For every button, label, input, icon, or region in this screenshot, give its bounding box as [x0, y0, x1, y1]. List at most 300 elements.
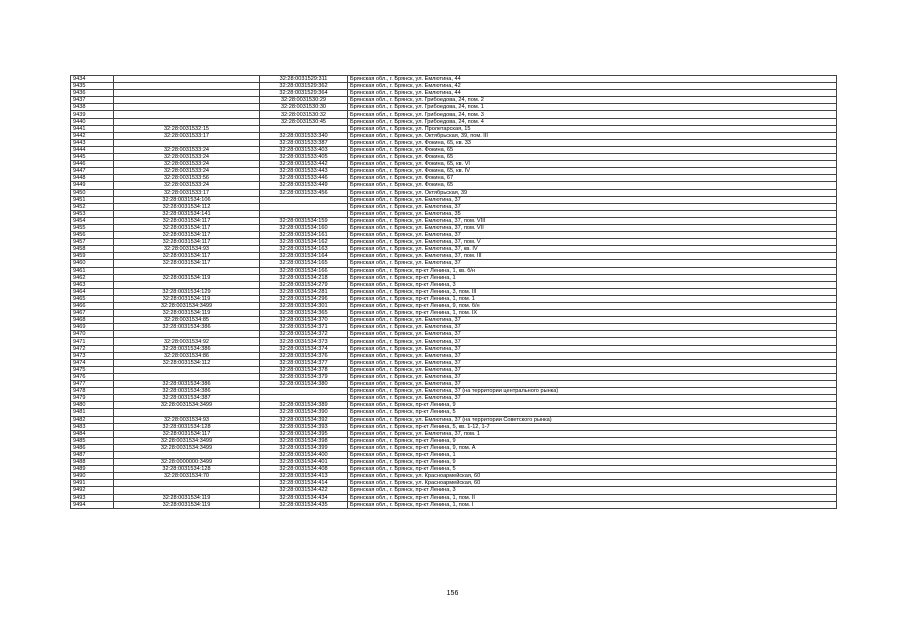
row-number-cell: 9437	[71, 97, 114, 104]
land-cadastral-number-cell: 32:28:0031534:129	[114, 288, 260, 295]
address-cell: Брянская обл., г. Брянск, ул. Октябрьская, 39	[348, 189, 837, 196]
land-cadastral-number-cell: 32:28:0031534:119	[114, 494, 260, 501]
row-number-cell: 9436	[71, 90, 114, 97]
land-cadastral-number-cell: 32:28:0031534:86	[114, 352, 260, 359]
table-row	[71, 331, 837, 338]
table-row	[71, 402, 837, 409]
table-row	[71, 317, 837, 324]
row-number-cell: 9458	[71, 246, 114, 253]
land-cadastral-number-cell: 32:28:0031532:15	[114, 125, 260, 132]
table-row	[71, 97, 837, 104]
address-cell: Брянская обл., г. Брянск, ул. Емлютина, 37, пом. VII	[348, 224, 837, 231]
land-cadastral-number-cell: 32:28:0031534:3499	[114, 303, 260, 310]
building-cadastral-number-cell	[260, 125, 348, 132]
address-cell: Брянская обл., г. Брянск, ул. Грибоедова, 24, пом. 4	[348, 118, 837, 125]
building-cadastral-number-cell: 32:28:0031533:403	[260, 146, 348, 153]
address-cell: Брянская обл., г. Брянск, пр-кт Ленина, 5	[348, 409, 837, 416]
address-cell: Брянская обл., г. Брянск, пр-кт Ленина, 1	[348, 274, 837, 281]
row-number-cell: 9464	[71, 288, 114, 295]
row-number-cell: 9438	[71, 104, 114, 111]
address-cell: Брянская обл., г. Брянск, ул. Емлютина, 37	[348, 324, 837, 331]
address-cell: Брянская обл., г. Брянск, ул. Емлютина, 37	[348, 196, 837, 203]
land-cadastral-number-cell: 32:28:0031534:387	[114, 395, 260, 402]
row-number-cell: 9445	[71, 154, 114, 161]
land-cadastral-number-cell: 32:28:0031534:119	[114, 295, 260, 302]
cadastral-table	[70, 75, 837, 509]
table-row	[71, 480, 837, 487]
address-cell: Брянская обл., г. Брянск, ул. Емлютина, 42	[348, 83, 837, 90]
address-cell: Брянская обл., г. Брянск, пр-кт Ленина, 1, пом. II	[348, 494, 837, 501]
building-cadastral-number-cell: 32:28:0031534:162	[260, 239, 348, 246]
land-cadastral-number-cell	[114, 480, 260, 487]
row-number-cell: 9453	[71, 210, 114, 217]
row-number-cell: 9457	[71, 239, 114, 246]
row-number-cell: 9494	[71, 501, 114, 508]
table-row	[71, 111, 837, 118]
table-row	[71, 161, 837, 168]
building-cadastral-number-cell: 32:28:0031534:400	[260, 451, 348, 458]
row-number-cell: 9444	[71, 146, 114, 153]
building-cadastral-number-cell	[260, 395, 348, 402]
address-cell: Брянская обл., г. Брянск, пр-кт Ленина, 1, кв. б/н	[348, 267, 837, 274]
table-row	[71, 232, 837, 239]
table-row	[71, 281, 837, 288]
land-cadastral-number-cell: 32:28:0031534:386	[114, 324, 260, 331]
building-cadastral-number-cell: 32:28:0031534:374	[260, 345, 348, 352]
row-number-cell: 9447	[71, 168, 114, 175]
row-number-cell: 9487	[71, 451, 114, 458]
land-cadastral-number-cell: 32:28:0031534:85	[114, 317, 260, 324]
address-cell: Брянская обл., г. Брянск, ул. Грибоедова, 24, пом. 3	[348, 111, 837, 118]
address-cell: Брянская обл., г. Брянск, ул. Емлютина, 37, пом. 1	[348, 430, 837, 437]
building-cadastral-number-cell: 32:28:0031534:166	[260, 267, 348, 274]
row-number-cell: 9454	[71, 217, 114, 224]
land-cadastral-number-cell	[114, 90, 260, 97]
address-cell: Брянская обл., г. Брянск, пр-кт Ленина, 9	[348, 402, 837, 409]
building-cadastral-number-cell: 32:28:0031534:395	[260, 430, 348, 437]
address-cell: Брянская обл., г. Брянск, ул. Емлютина, 37	[348, 232, 837, 239]
table-row	[71, 260, 837, 267]
land-cadastral-number-cell	[114, 366, 260, 373]
building-cadastral-number-cell: 32:28:0031529:362	[260, 83, 348, 90]
row-number-cell: 9469	[71, 324, 114, 331]
address-cell: Брянская обл., г. Брянск, ул. Емлютина, 37	[348, 366, 837, 373]
land-cadastral-number-cell	[114, 83, 260, 90]
row-number-cell: 9448	[71, 175, 114, 182]
row-number-cell: 9472	[71, 345, 114, 352]
land-cadastral-number-cell	[114, 111, 260, 118]
address-cell: Брянская обл., г. Брянск, пр-кт Ленина, 5, кв. 1-12, 1-7	[348, 423, 837, 430]
address-cell: Брянская обл., г. Брянск, ул. Фокина, 65, кв. VI	[348, 161, 837, 168]
land-cadastral-number-cell: 32:28:0031534:106	[114, 196, 260, 203]
address-cell: Брянская обл., г. Брянск, пр-кт Ленина, 3	[348, 487, 837, 494]
land-cadastral-number-cell	[114, 373, 260, 380]
row-number-cell: 9470	[71, 331, 114, 338]
address-cell: Брянская обл., г. Брянск, ул. Емлютина, 35	[348, 210, 837, 217]
land-cadastral-number-cell: 32:28:0031534:117	[114, 232, 260, 239]
building-cadastral-number-cell: 32:28:0031533:405	[260, 154, 348, 161]
address-cell: Брянская обл., г. Брянск, пр-кт Ленина, 3	[348, 281, 837, 288]
table-row	[71, 253, 837, 260]
land-cadastral-number-cell: 32:28:0031534:117	[114, 217, 260, 224]
building-cadastral-number-cell: 32:28:0031533:456	[260, 189, 348, 196]
table-row	[71, 83, 837, 90]
row-number-cell: 9446	[71, 161, 114, 168]
table-row	[71, 437, 837, 444]
land-cadastral-number-cell	[114, 97, 260, 104]
row-number-cell: 9439	[71, 111, 114, 118]
table-row	[71, 196, 837, 203]
address-cell: Брянская обл., г. Брянск, ул. Емлютина, 37, пом. V	[348, 239, 837, 246]
land-cadastral-number-cell: 32:28:0031534:119	[114, 274, 260, 281]
table-row	[71, 487, 837, 494]
land-cadastral-number-cell: 32:28:0031534:128	[114, 466, 260, 473]
land-cadastral-number-cell: 32:28:0031533:24	[114, 161, 260, 168]
row-number-cell: 9491	[71, 480, 114, 487]
building-cadastral-number-cell: 32:28:0031534:378	[260, 366, 348, 373]
land-cadastral-number-cell: 32:28:0031534:117	[114, 430, 260, 437]
land-cadastral-number-cell: 32:28:0031534:3499	[114, 444, 260, 451]
row-number-cell: 9476	[71, 373, 114, 380]
table-row	[71, 459, 837, 466]
land-cadastral-number-cell	[114, 118, 260, 125]
building-cadastral-number-cell: 32:28:0031534:365	[260, 310, 348, 317]
land-cadastral-number-cell: 32:28:0031533:24	[114, 154, 260, 161]
row-number-cell: 9486	[71, 444, 114, 451]
building-cadastral-number-cell: 32:28:0031530:29	[260, 97, 348, 104]
address-cell: Брянская обл., г. Брянск, ул. Красноармейская, 60	[348, 473, 837, 480]
table-row	[71, 132, 837, 139]
row-number-cell: 9452	[71, 203, 114, 210]
row-number-cell: 9481	[71, 409, 114, 416]
address-cell: Брянская обл., г. Брянск, ул. Емлютина, 37	[348, 352, 837, 359]
land-cadastral-number-cell: 32:28:0031533:17	[114, 189, 260, 196]
table-row	[71, 430, 837, 437]
table-row	[71, 501, 837, 508]
address-cell: Брянская обл., г. Брянск, пр-кт Ленина, 9, пом. А	[348, 444, 837, 451]
address-cell: Брянская обл., г. Брянск, ул. Емлютина, 37, кв. IV	[348, 246, 837, 253]
land-cadastral-number-cell: 32:28:0031533:24	[114, 182, 260, 189]
building-cadastral-number-cell: 32:28:0031533:442	[260, 161, 348, 168]
building-cadastral-number-cell: 32:28:0031534:296	[260, 295, 348, 302]
land-cadastral-number-cell: 32:28:0031534:117	[114, 253, 260, 260]
address-cell: Брянская обл., г. Брянск, пр-кт Ленина, 5	[348, 466, 837, 473]
row-number-cell: 9475	[71, 366, 114, 373]
building-cadastral-number-cell: 32:28:0031534:371	[260, 324, 348, 331]
building-cadastral-number-cell: 32:28:0031533:340	[260, 132, 348, 139]
table-row	[71, 451, 837, 458]
page-number: 156	[446, 590, 459, 597]
row-number-cell: 9468	[71, 317, 114, 324]
building-cadastral-number-cell: 32:28:0031534:435	[260, 501, 348, 508]
land-cadastral-number-cell	[114, 451, 260, 458]
building-cadastral-number-cell: 32:28:0031534:376	[260, 352, 348, 359]
address-cell: Брянская обл., г. Брянск, пр-кт Ленина, 3, пом. III	[348, 288, 837, 295]
address-cell: Брянская обл., г. Брянск, ул. Емлютина, 37	[348, 203, 837, 210]
row-number-cell: 9465	[71, 295, 114, 302]
address-cell: Брянская обл., г. Брянск, ул. Емлютина, 37	[348, 345, 837, 352]
building-cadastral-number-cell: 32:28:0031534:434	[260, 494, 348, 501]
row-number-cell: 9442	[71, 132, 114, 139]
land-cadastral-number-cell: 32:28:0031534:3499	[114, 437, 260, 444]
table-row	[71, 352, 837, 359]
row-number-cell: 9473	[71, 352, 114, 359]
row-number-cell: 9463	[71, 281, 114, 288]
land-cadastral-number-cell: 32:28:0031534:386	[114, 381, 260, 388]
address-cell: Брянская обл., г. Брянск, ул. Пролетарская, 15	[348, 125, 837, 132]
table-row	[71, 154, 837, 161]
land-cadastral-number-cell	[114, 76, 260, 83]
building-cadastral-number-cell: 32:28:0031534:401	[260, 459, 348, 466]
address-cell: Брянская обл., г. Брянск, ул. Емлютина, 37	[348, 317, 837, 324]
building-cadastral-number-cell: 32:28:0031534:413	[260, 473, 348, 480]
building-cadastral-number-cell	[260, 203, 348, 210]
table-row	[71, 395, 837, 402]
land-cadastral-number-cell: 32:28:0000000:3499	[114, 459, 260, 466]
table-row	[71, 125, 837, 132]
address-cell: Брянская обл., г. Брянск, ул. Фокина, 65, кв. IV	[348, 168, 837, 175]
address-cell: Брянская обл., г. Брянск, ул. Фокина, 65, кв. 33	[348, 139, 837, 146]
row-number-cell: 9434	[71, 76, 114, 83]
address-cell: Брянская обл., г. Брянск, пр-кт Ленина, 1	[348, 451, 837, 458]
building-cadastral-number-cell: 32:28:0031534:398	[260, 437, 348, 444]
land-cadastral-number-cell: 32:28:0031534:119	[114, 310, 260, 317]
building-cadastral-number-cell: 32:28:0031529:364	[260, 90, 348, 97]
address-cell: Брянская обл., г. Брянск, ул. Емлютина, 37	[348, 373, 837, 380]
row-number-cell: 9484	[71, 430, 114, 437]
land-cadastral-number-cell: 32:28:0031534:386	[114, 345, 260, 352]
row-number-cell: 9483	[71, 423, 114, 430]
row-number-cell: 9477	[71, 381, 114, 388]
address-cell: Брянская обл., г. Брянск, ул. Грибоедова, 24, пом. 2	[348, 97, 837, 104]
row-number-cell: 9467	[71, 310, 114, 317]
address-cell: Брянская обл., г. Брянск, ул. Емлютина, 37	[348, 395, 837, 402]
table-row	[71, 267, 837, 274]
building-cadastral-number-cell: 32:28:0031533:387	[260, 139, 348, 146]
table-row	[71, 444, 837, 451]
address-cell: Брянская обл., г. Брянск, ул. Фокина, 67	[348, 175, 837, 182]
table-row	[71, 274, 837, 281]
address-cell: Брянская обл., г. Брянск, ул. Емлютина, 37	[348, 338, 837, 345]
row-number-cell: 9455	[71, 224, 114, 231]
land-cadastral-number-cell: 32:28:0031533:56	[114, 175, 260, 182]
building-cadastral-number-cell: 32:28:0031534:164	[260, 253, 348, 260]
land-cadastral-number-cell	[114, 331, 260, 338]
address-cell: Брянская обл., г. Брянск, ул. Емлютина, 44	[348, 90, 837, 97]
row-number-cell: 9479	[71, 395, 114, 402]
building-cadastral-number-cell: 32:28:0031533:443	[260, 168, 348, 175]
row-number-cell: 9461	[71, 267, 114, 274]
building-cadastral-number-cell: 32:28:0031534:373	[260, 338, 348, 345]
land-cadastral-number-cell: 32:28:0031534:93	[114, 416, 260, 423]
table-row	[71, 416, 837, 423]
row-number-cell: 9485	[71, 437, 114, 444]
land-cadastral-number-cell: 32:28:0031534:117	[114, 260, 260, 267]
land-cadastral-number-cell: 32:28:0031534:70	[114, 473, 260, 480]
table-row	[71, 359, 837, 366]
row-number-cell: 9493	[71, 494, 114, 501]
address-cell: Брянская обл., г. Брянск, ул. Фокина, 65	[348, 182, 837, 189]
address-cell: Брянская обл., г. Брянск, ул. Емлютина, 37	[348, 381, 837, 388]
table-row	[71, 90, 837, 97]
table-row	[71, 168, 837, 175]
building-cadastral-number-cell	[260, 210, 348, 217]
table-row	[71, 466, 837, 473]
table-row	[71, 224, 837, 231]
table-row	[71, 146, 837, 153]
address-cell: Брянская обл., г. Брянск, пр-кт Ленина, 1, пом. 1	[348, 295, 837, 302]
table-row	[71, 373, 837, 380]
table-row	[71, 246, 837, 253]
building-cadastral-number-cell: 32:28:0031534:389	[260, 402, 348, 409]
table-row	[71, 338, 837, 345]
building-cadastral-number-cell: 32:28:0031534:377	[260, 359, 348, 366]
table-row	[71, 295, 837, 302]
address-cell: Брянская обл., г. Брянск, ул. Октябрьская, 39, пом. III	[348, 132, 837, 139]
row-number-cell: 9478	[71, 388, 114, 395]
land-cadastral-number-cell: 32:28:0031534:93	[114, 246, 260, 253]
address-cell: Брянская обл., г. Брянск, ул. Емлютина, 44	[348, 76, 837, 83]
building-cadastral-number-cell: 32:28:0031533:449	[260, 182, 348, 189]
address-cell: Брянская обл., г. Брянск, ул. Емлютина, 37, пом. VIII	[348, 217, 837, 224]
row-number-cell: 9492	[71, 487, 114, 494]
land-cadastral-number-cell: 32:28:0031534:112	[114, 203, 260, 210]
land-cadastral-number-cell: 32:28:0031533:17	[114, 132, 260, 139]
building-cadastral-number-cell: 32:28:0031534:163	[260, 246, 348, 253]
row-number-cell: 9459	[71, 253, 114, 260]
table-row	[71, 182, 837, 189]
row-number-cell: 9440	[71, 118, 114, 125]
address-cell: Брянская обл., г. Брянск, ул. Фокина, 65	[348, 146, 837, 153]
table-row	[71, 189, 837, 196]
address-cell: Брянская обл., г. Брянск, ул. Емлютина, 37	[348, 359, 837, 366]
land-cadastral-number-cell: 32:28:0031534:128	[114, 423, 260, 430]
table-row	[71, 324, 837, 331]
land-cadastral-number-cell: 32:28:0031534:386	[114, 388, 260, 395]
table-row	[71, 118, 837, 125]
building-cadastral-number-cell: 32:28:0031534:218	[260, 274, 348, 281]
row-number-cell: 9443	[71, 139, 114, 146]
address-cell: Брянская обл., г. Брянск, ул. Емлютина, 37 (на территории Советского рынка)	[348, 416, 837, 423]
address-cell: Брянская обл., г. Брянск, пр-кт Ленина, 9, пом. б/н	[348, 303, 837, 310]
building-cadastral-number-cell: 32:28:0031534:281	[260, 288, 348, 295]
row-number-cell: 9480	[71, 402, 114, 409]
row-number-cell: 9482	[71, 416, 114, 423]
table-row	[71, 217, 837, 224]
row-number-cell: 9466	[71, 303, 114, 310]
building-cadastral-number-cell: 32:28:0031533:446	[260, 175, 348, 182]
row-number-cell: 9456	[71, 232, 114, 239]
table-row	[71, 494, 837, 501]
address-cell: Брянская обл., г. Брянск, ул. Красноармейская, 60	[348, 480, 837, 487]
land-cadastral-number-cell	[114, 104, 260, 111]
address-cell: Брянская обл., г. Брянск, ул. Фокина, 65	[348, 154, 837, 161]
building-cadastral-number-cell: 32:28:0031534:392	[260, 416, 348, 423]
table-row	[71, 76, 837, 83]
row-number-cell: 9441	[71, 125, 114, 132]
land-cadastral-number-cell: 32:28:0031533:24	[114, 168, 260, 175]
land-cadastral-number-cell: 32:28:0031534:119	[114, 501, 260, 508]
row-number-cell: 9474	[71, 359, 114, 366]
row-number-cell: 9449	[71, 182, 114, 189]
address-cell: Брянская обл., г. Брянск, ул. Емлютина, 37, пом. III	[348, 253, 837, 260]
address-cell: Брянская обл., г. Брянск, ул. Емлютина, 37	[348, 260, 837, 267]
row-number-cell: 9490	[71, 473, 114, 480]
land-cadastral-number-cell	[114, 487, 260, 494]
building-cadastral-number-cell: 32:28:0031534:372	[260, 331, 348, 338]
land-cadastral-number-cell: 32:28:0031534:112	[114, 359, 260, 366]
table-row	[71, 210, 837, 217]
building-cadastral-number-cell: 32:28:0031534:399	[260, 444, 348, 451]
address-cell: Брянская обл., г. Брянск, пр-кт Ленина, 9	[348, 437, 837, 444]
table-row	[71, 104, 837, 111]
row-number-cell: 9435	[71, 83, 114, 90]
land-cadastral-number-cell: 32:28:0031533:24	[114, 146, 260, 153]
table-row	[71, 423, 837, 430]
building-cadastral-number-cell: 32:28:0031534:161	[260, 232, 348, 239]
land-cadastral-number-cell: 32:28:0031534:117	[114, 239, 260, 246]
table-row	[71, 175, 837, 182]
building-cadastral-number-cell: 32:28:0031530:30	[260, 104, 348, 111]
building-cadastral-number-cell: 32:28:0031530:45	[260, 118, 348, 125]
land-cadastral-number-cell: 32:28:0031534:92	[114, 338, 260, 345]
building-cadastral-number-cell	[260, 196, 348, 203]
building-cadastral-number-cell	[260, 388, 348, 395]
table-row	[71, 310, 837, 317]
row-number-cell: 9460	[71, 260, 114, 267]
land-cadastral-number-cell	[114, 281, 260, 288]
building-cadastral-number-cell: 32:28:0031534:379	[260, 373, 348, 380]
building-cadastral-number-cell: 32:28:0031534:393	[260, 423, 348, 430]
table-body	[71, 76, 837, 509]
table-row	[71, 409, 837, 416]
building-cadastral-number-cell: 32:28:0031534:159	[260, 217, 348, 224]
land-cadastral-number-cell: 32:28:0031534:3499	[114, 402, 260, 409]
row-number-cell: 9451	[71, 196, 114, 203]
row-number-cell: 9488	[71, 459, 114, 466]
land-cadastral-number-cell	[114, 409, 260, 416]
address-cell: Брянская обл., г. Брянск, ул. Емлютина, 37	[348, 331, 837, 338]
address-cell: Брянская обл., г. Брянск, ул. Емлютина, 37 (на территории центрального рынка)	[348, 388, 837, 395]
building-cadastral-number-cell: 32:28:0031534:279	[260, 281, 348, 288]
address-cell: Брянская обл., г. Брянск, пр-кт Ленина, 1, пом. I	[348, 501, 837, 508]
row-number-cell: 9489	[71, 466, 114, 473]
building-cadastral-number-cell: 32:28:0031530:32	[260, 111, 348, 118]
table-row	[71, 288, 837, 295]
table-row	[71, 203, 837, 210]
address-cell: Брянская обл., г. Брянск, пр-кт Ленина, 9	[348, 459, 837, 466]
table-row	[71, 303, 837, 310]
land-cadastral-number-cell: 32:28:0031534:117	[114, 224, 260, 231]
row-number-cell: 9450	[71, 189, 114, 196]
table-row	[71, 345, 837, 352]
table-row	[71, 366, 837, 373]
table-row	[71, 388, 837, 395]
building-cadastral-number-cell: 32:28:0031529:311	[260, 76, 348, 83]
row-number-cell: 9462	[71, 274, 114, 281]
building-cadastral-number-cell: 32:28:0031534:301	[260, 303, 348, 310]
address-cell: Брянская обл., г. Брянск, ул. Грибоедова, 24, пом. 1	[348, 104, 837, 111]
table-row	[71, 239, 837, 246]
address-cell: Брянская обл., г. Брянск, пр-кт Ленина, 1, пом. IX	[348, 310, 837, 317]
row-number-cell: 9471	[71, 338, 114, 345]
table-row	[71, 473, 837, 480]
building-cadastral-number-cell: 32:28:0031534:408	[260, 466, 348, 473]
table-row	[71, 381, 837, 388]
building-cadastral-number-cell: 32:28:0031534:422	[260, 487, 348, 494]
building-cadastral-number-cell: 32:28:0031534:390	[260, 409, 348, 416]
land-cadastral-number-cell: 32:28:0031534:141	[114, 210, 260, 217]
